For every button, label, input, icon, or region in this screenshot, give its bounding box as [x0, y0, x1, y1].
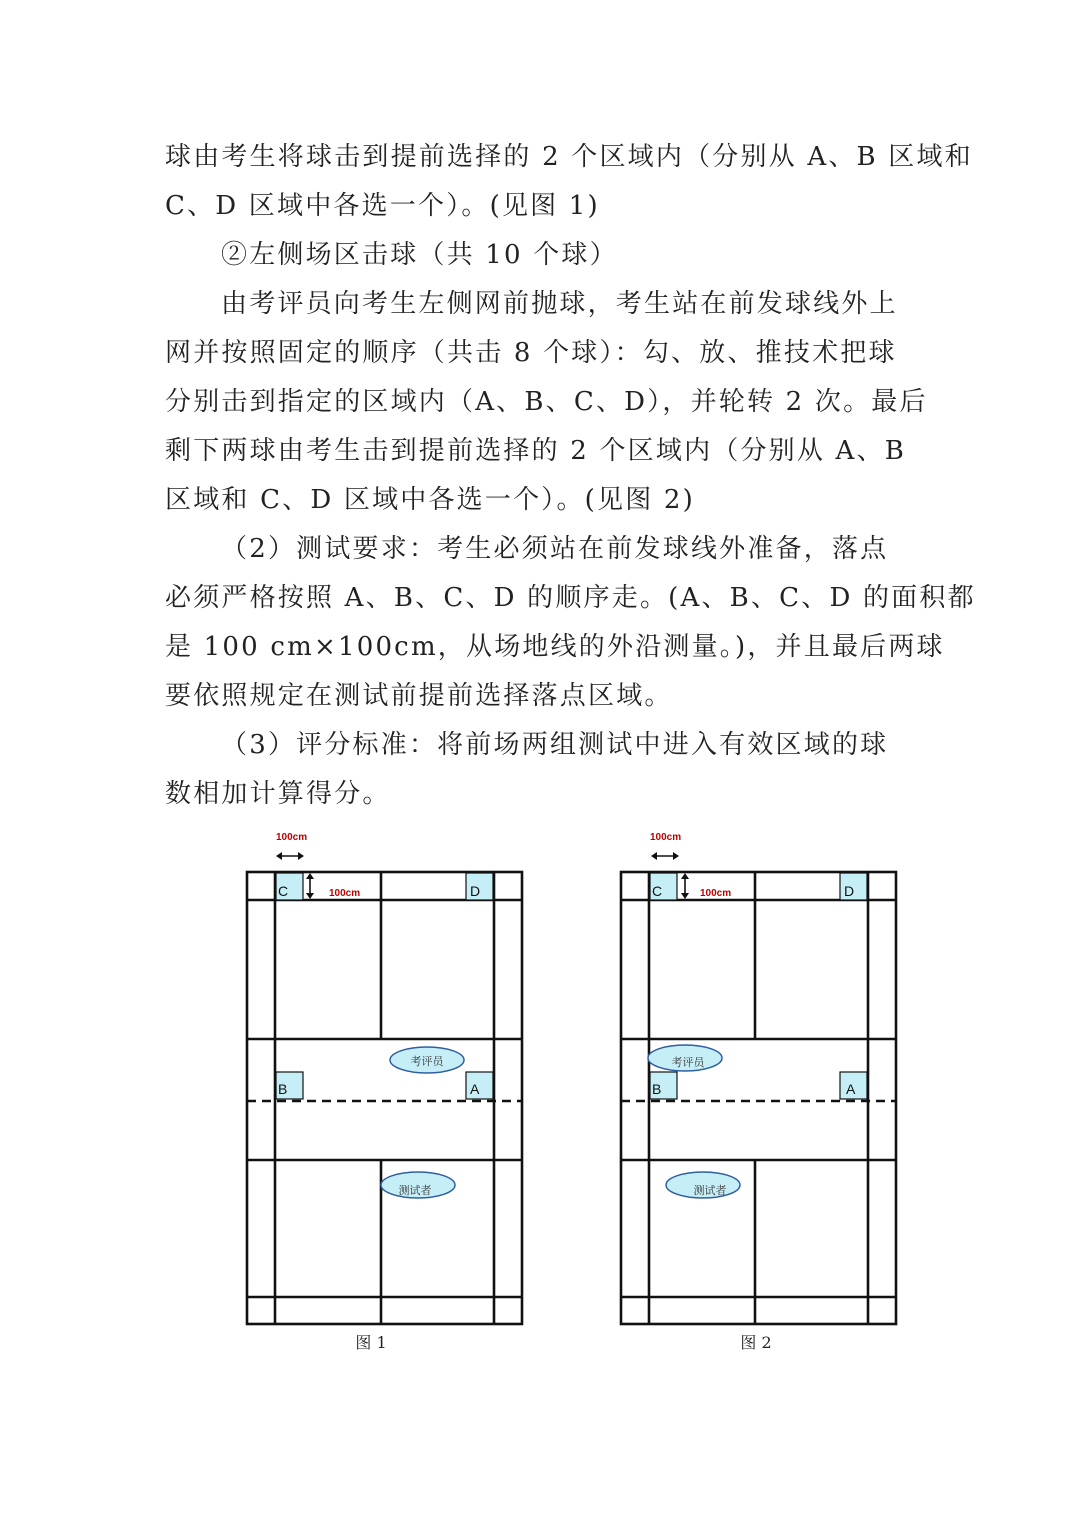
text-line: （2）测试要求：考生必须站在前发球线外准备，落点: [221, 534, 889, 564]
zone-a-label: A: [470, 1081, 480, 1097]
examiner-label: 考评员: [410, 1055, 444, 1068]
text-line: 要依照规定在测试前提前选择落点区域。: [165, 681, 673, 711]
zone-c-label: C: [278, 883, 289, 899]
people-1: [381, 1047, 464, 1198]
zone-b-label: B: [278, 1081, 288, 1097]
width-dimension-label: 100cm: [276, 832, 308, 843]
text-line: 网并按照固定的顺序（共击 8 个球）：勾、放、推技术把球: [165, 338, 897, 368]
tester-label: 测试者: [693, 1184, 727, 1197]
text-line: 剩下两球由考生击到提前选择的 2 个区域内（分别从 A、B: [165, 436, 907, 466]
text-line: 分别击到指定的区域内（A、B、C、D），并轮转 2 次。最后: [165, 387, 928, 417]
text-line: C、D 区域中各选一个）。(见图 1): [165, 191, 600, 221]
examiner-label: 考评员: [671, 1056, 705, 1069]
text-line: ②左侧场区击球（共 10 个球）: [221, 240, 618, 270]
zone-d-label: D: [844, 883, 855, 899]
text-line: 由考评员向考生左侧网前抛球，考生站在前发球线外上: [221, 289, 898, 319]
zone-d-label: D: [470, 883, 481, 899]
tester-label: 测试者: [398, 1184, 432, 1197]
height-dimension-label: 100cm: [329, 888, 361, 899]
height-dimension-label: 100cm: [700, 888, 732, 899]
text-line: 必须严格按照 A、B、C、D 的顺序走。(A、B、C、D 的面积都: [165, 583, 976, 613]
text-line: 是 100 cm×100cm，从场地线的外沿测量。)，并且最后两球: [165, 632, 945, 662]
text-line: 球由考生将球击到提前选择的 2 个区域内（分别从 A、B 区域和: [165, 142, 973, 172]
text-line: （3）评分标准：将前场两组测试中进入有效区域的球: [221, 730, 889, 760]
figure-1-caption: 图 1: [355, 1333, 387, 1352]
figure-2-caption: 图 2: [740, 1333, 772, 1352]
width-dimension-label: 100cm: [650, 832, 682, 843]
text-line: 数相加计算得分。: [165, 779, 391, 809]
zone-a-label: A: [846, 1081, 856, 1097]
zone-b-label: B: [652, 1081, 662, 1097]
zone-c-label: C: [652, 883, 663, 899]
people-2: [648, 1045, 740, 1198]
text-line: 区域和 C、D 区域中各选一个）。(见图 2): [165, 485, 695, 515]
